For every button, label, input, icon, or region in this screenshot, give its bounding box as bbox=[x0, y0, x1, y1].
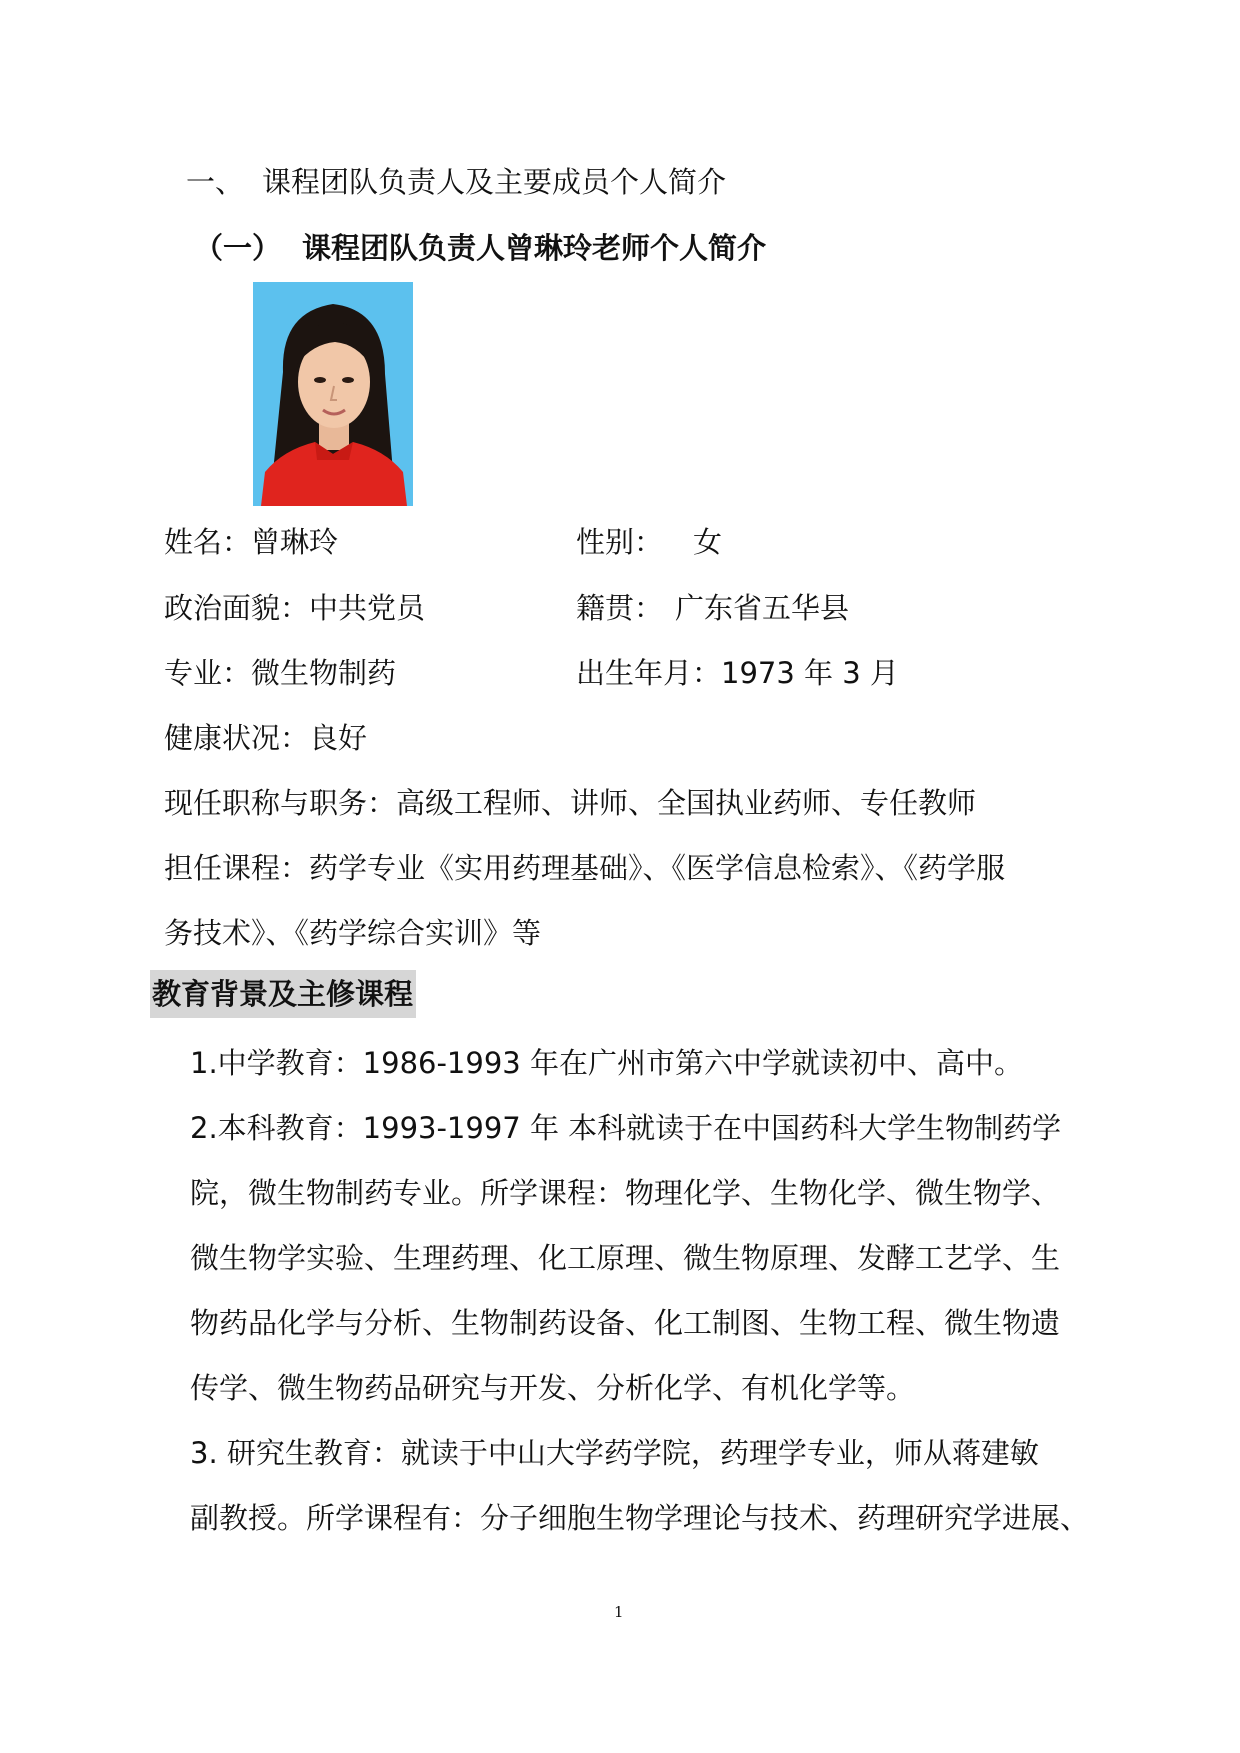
gender-field bbox=[576, 520, 722, 561]
portrait-illustration bbox=[253, 282, 413, 506]
education-line: 3. 研究生教育：就读于中山大学药学院，药理学专业，师从蒋建敏 bbox=[190, 1436, 1039, 1470]
education-line: 物药品化学与分析、生物制药设备、化工制图、生物工程、微生物遗 bbox=[190, 1306, 1061, 1340]
birth-field bbox=[576, 651, 899, 692]
origin-value: 广东省五华县 bbox=[675, 591, 850, 625]
health-label: 健康状况： bbox=[164, 721, 310, 755]
name-label: 姓名： bbox=[164, 525, 252, 559]
birth-label: 出生年月： bbox=[576, 656, 722, 690]
major-label: 专业： bbox=[164, 656, 252, 690]
courses-continued bbox=[164, 911, 541, 952]
title-field bbox=[164, 781, 976, 822]
courses-label: 担任课程： bbox=[164, 851, 310, 885]
gender-label: 性别： bbox=[576, 525, 664, 559]
origin-field bbox=[576, 586, 849, 627]
major-value: 微生物制药 bbox=[251, 656, 397, 690]
education-line: 传学、微生物药品研究与开发、分析化学、有机化学等。 bbox=[190, 1371, 916, 1405]
name-field bbox=[164, 520, 338, 561]
education-line: 副教授。所学课程有：分子细胞生物学理论与技术、药理研究学进展、 bbox=[190, 1501, 1090, 1535]
health-field bbox=[164, 716, 367, 757]
education-line: 院，微生物制药专业。所学课程：物理化学、生物化学、微生物学、 bbox=[190, 1176, 1061, 1210]
education-heading: 教育背景及主修课程 bbox=[150, 970, 416, 1018]
political-value: 中共党员 bbox=[309, 591, 426, 625]
health-value: 良好 bbox=[309, 721, 368, 755]
political-field bbox=[164, 586, 425, 627]
name-value: 曾琳玲 bbox=[251, 525, 339, 559]
courses-value-line1: 药学专业《实用药理基础》、《医学信息检索》、《药学服 bbox=[309, 851, 1006, 885]
education-line: 1.中学教育：1986-1993 年在广州市第六中学就读初中、高中。 bbox=[190, 1046, 1023, 1080]
subsection-heading bbox=[194, 226, 766, 267]
gender-value: 女 bbox=[693, 525, 723, 559]
origin-label: 籍贯： bbox=[576, 591, 664, 625]
courses-field bbox=[164, 846, 1005, 887]
page-number: 1 bbox=[614, 1603, 624, 1621]
portrait-photo bbox=[253, 282, 413, 506]
subsection-number: （一） bbox=[194, 231, 282, 265]
education-line: 2.本科教育：1993-1997 年 本科就读于在中国药科大学生物制药学 bbox=[190, 1111, 1062, 1145]
education-line: 微生物学实验、生理药理、化工原理、微生物原理、发酵工艺学、生 bbox=[190, 1241, 1061, 1275]
title-value: 高级工程师、讲师、全国执业药师、专任教师 bbox=[396, 786, 977, 820]
section-heading bbox=[186, 160, 726, 201]
section-number: 一、 bbox=[186, 165, 245, 199]
subsection-title: 课程团队负责人曾琳玲老师个人简介 bbox=[302, 231, 767, 265]
political-label: 政治面貌： bbox=[164, 591, 310, 625]
courses-value-line2: 务技术》、《药学综合实训》等 bbox=[164, 916, 542, 950]
major-field bbox=[164, 651, 396, 692]
section-title: 课程团队负责人及主要成员个人简介 bbox=[262, 165, 727, 199]
title-label: 现任职称与职务： bbox=[164, 786, 397, 820]
birth-value: 1973 年 3 月 bbox=[721, 656, 899, 690]
